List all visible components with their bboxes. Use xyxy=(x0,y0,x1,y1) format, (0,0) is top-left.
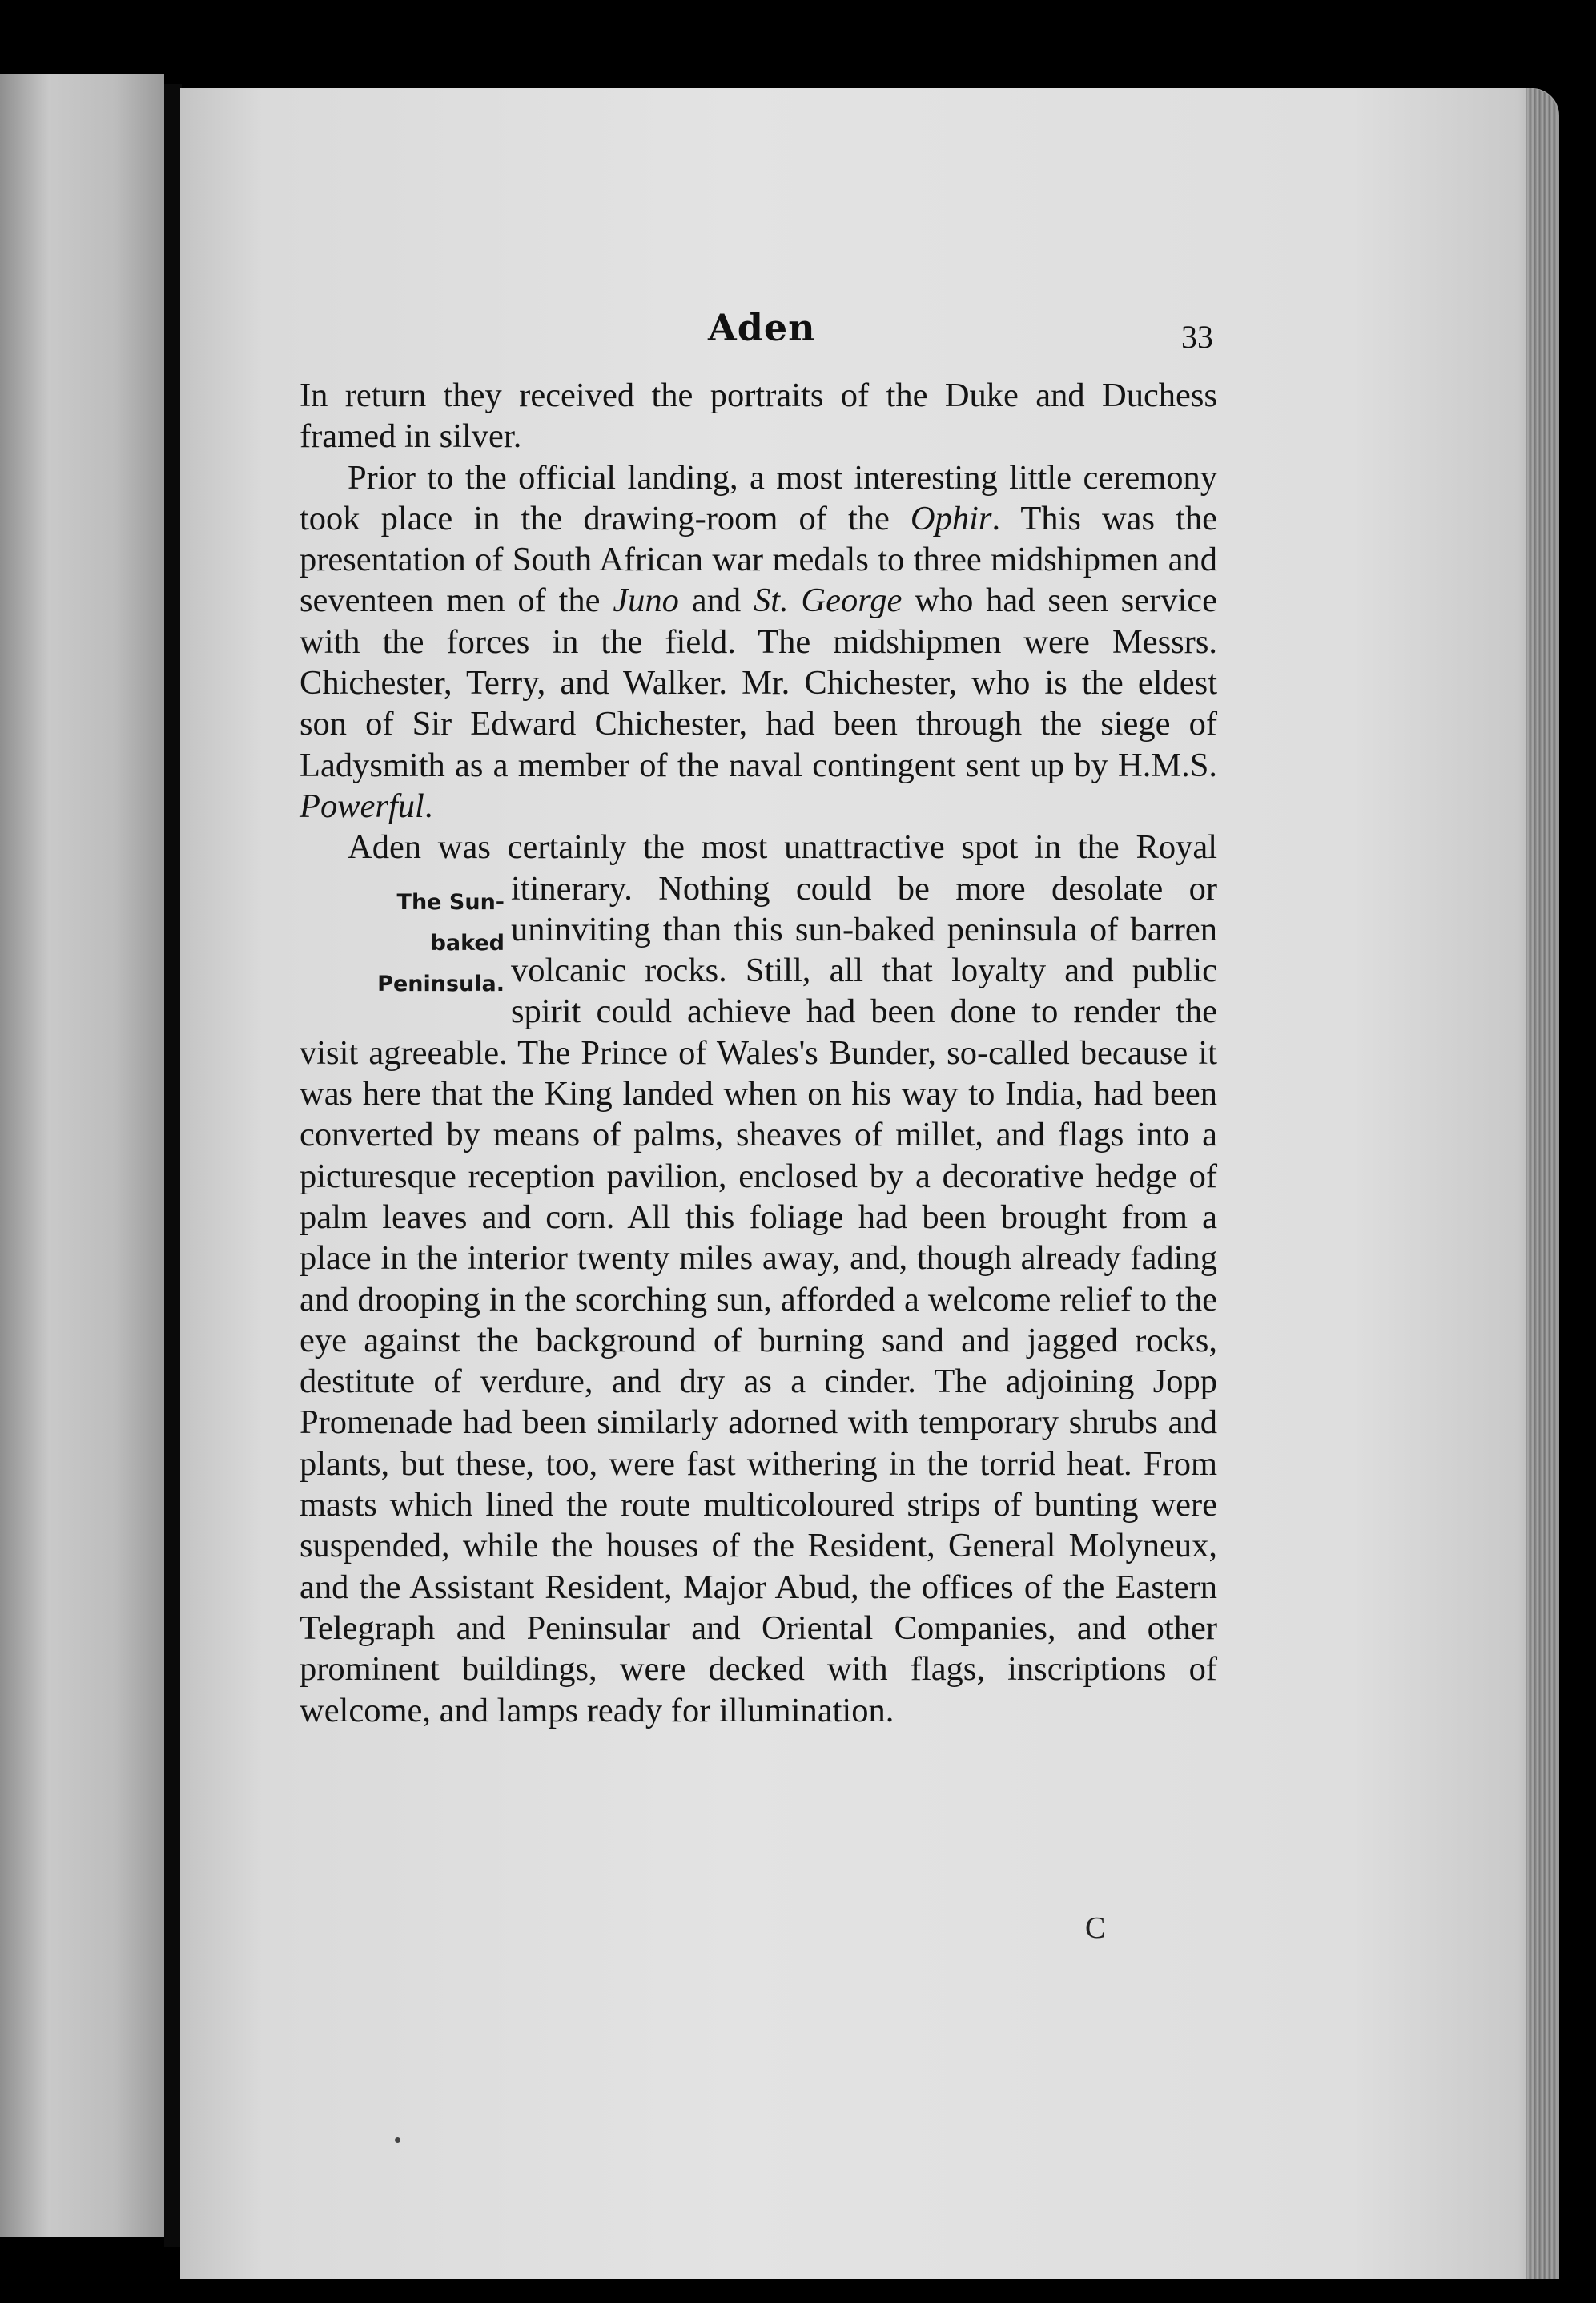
paragraph-2 xyxy=(300,457,1217,827)
ship-name-ophir: Ophir xyxy=(910,499,992,538)
paragraph-2-text-d: who had seen service with the forces in the field. The midshipmen were Messrs. Chichester, Terry, and Walker. Mr. Chichester, who is the eldest son of Sir Edward Chichester, had been through the siege of Ladysmith as a member of the naval contingent sent up by H.M.S. xyxy=(300,582,1217,784)
running-title: Aden xyxy=(708,306,816,349)
margin-note-line-2: Peninsula. xyxy=(377,972,505,997)
margin-note-line-1: The Sun-baked xyxy=(396,889,505,956)
ink-speck xyxy=(395,2137,400,2143)
book-gutter xyxy=(164,84,182,2247)
ship-name-powerful: Powerful xyxy=(300,787,424,825)
paragraph-2-text-a: Prior to the official landing, a most interesting little ceremony took place in the drawing-room of the xyxy=(300,458,1217,538)
paragraph-2-text-c: and xyxy=(678,582,754,620)
paragraph-3-lead: Aden was certainly the most unattractive spot in the Royal itinerary. Nothing could be more desolate or xyxy=(348,828,1217,908)
paragraph-2-text-e: . xyxy=(424,787,433,825)
paragraph-3 xyxy=(300,827,1217,1731)
signature-mark: C xyxy=(1085,1911,1106,1945)
ship-name-juno: Juno xyxy=(613,582,679,620)
running-head xyxy=(448,306,929,354)
paragraph-2-text-b: . This was the presentation of South African war medals to three midshipmen and seventeen men of the xyxy=(300,499,1217,620)
body-text xyxy=(300,375,1217,1731)
margin-note xyxy=(300,878,505,1001)
facing-page-edge xyxy=(0,74,164,2237)
page-fore-edge xyxy=(1526,88,1558,2279)
page-number: 33 xyxy=(1181,319,1213,355)
paragraph-1: In return they received the portraits of the Duke and Duchess framed in silver. xyxy=(300,376,1217,456)
paragraph-3-rest: uninviting than this sun-baked peninsula of barren volcanic rocks. Still, all that loyalty and public spirit could achieve had been done to render the visit agreeable. The Prince of Wales's Bunder, so-called because it was here that the King landed when on his way to India, had been converted by means of palms, sheaves of millet, and flags into a picturesque reception pavilion, enclosed by a decorative hedge of palm leaves and corn. All this foliage had been brought from a place in the interior twenty miles away, and, though already fading and drooping in the scorching sun, afforded a welcome relief to the eye against the background of burning sand and jagged rocks, destitute of verdure, and dry as a cinder. The adjoining Jopp Promenade had been similarly adorned with temporary shrubs and plants, but these, too, were fast withering in the torrid heat. From masts which lined the route multicoloured strips of bunting were suspended, while the houses of the Resident, General Molyneux, and the Assistant Resident, Major Abud, the offices of the Eastern Telegraph and Peninsular and Oriental Companies, and other prominent buildings, were decked with flags, inscriptions of welcome, and lamps ready for illumination. xyxy=(300,910,1217,1729)
ship-name-st-george: St. George xyxy=(753,582,903,620)
